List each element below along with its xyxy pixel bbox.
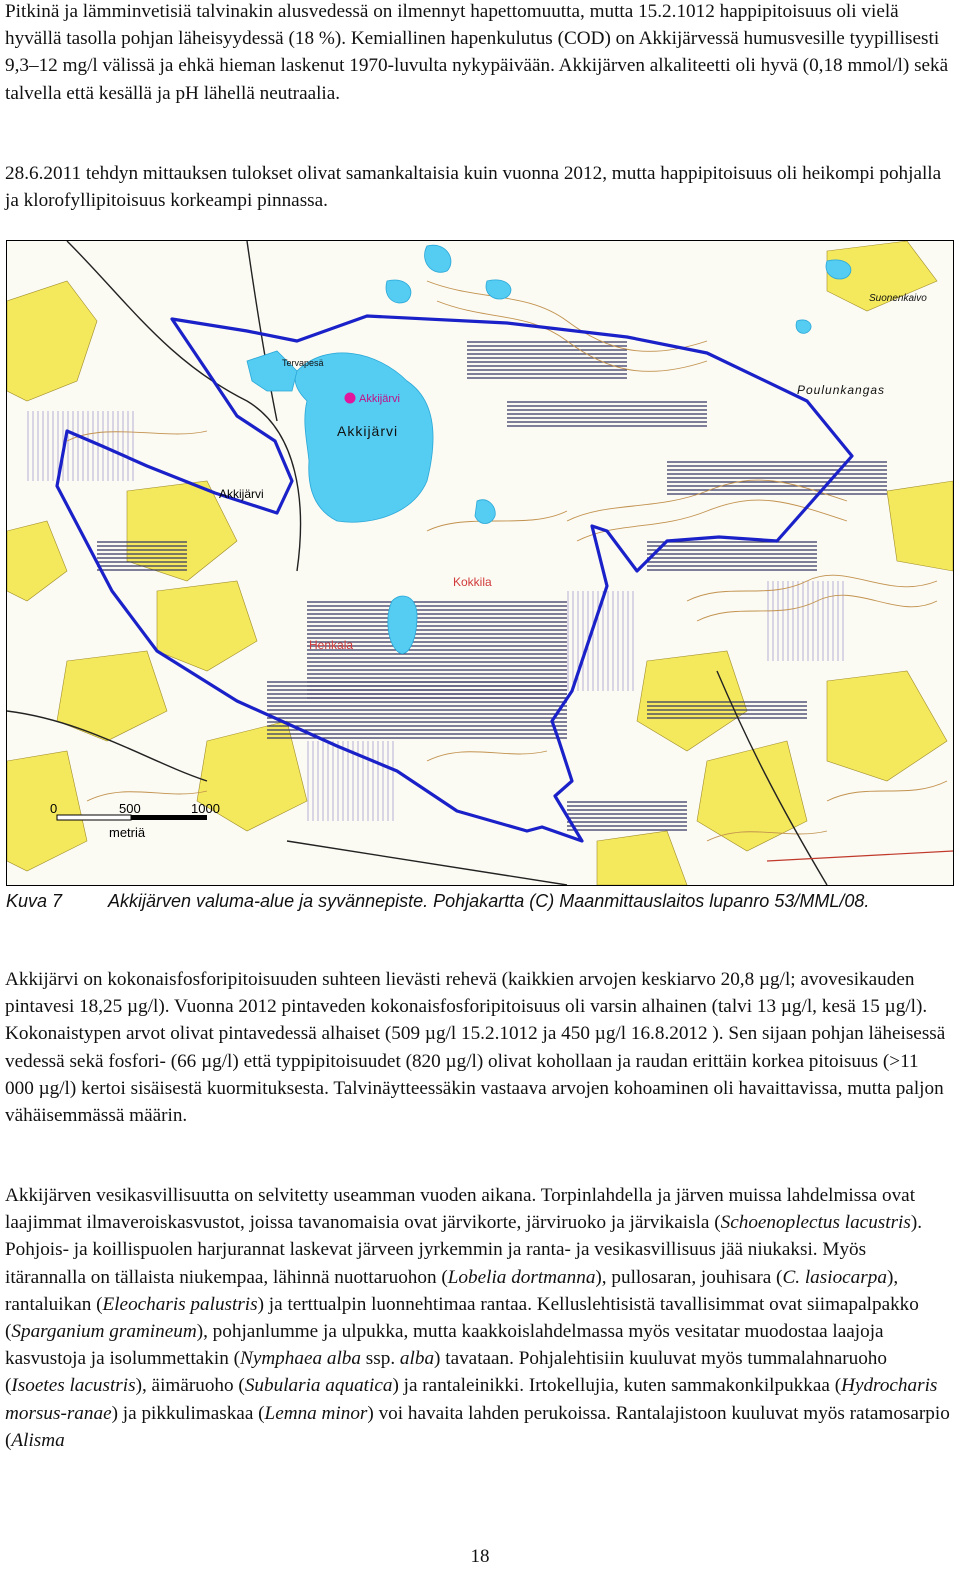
deep-point-marker: [345, 393, 356, 404]
figure-caption-text: Akkijärven valuma-alue ja syvännepiste. Pohjakartta (C) Maanmittauslaitos lupanro 53/MML/08.: [108, 891, 870, 911]
depth-point-label: Akkijärvi: [359, 393, 400, 405]
henkala-label: Henkala: [309, 638, 354, 652]
scale-tick-1000: 1000: [191, 801, 220, 816]
poulunkangas-label: Poulunkangas: [797, 383, 886, 397]
kokkila-label: Kokkila: [453, 575, 492, 589]
tervapesa-label: Tervapesä: [282, 358, 324, 368]
scale-tick-500: 500: [119, 801, 141, 816]
suonenkaivo-label: Suonenkaivo: [869, 293, 927, 304]
paragraph-oxygen: Pitkinä ja lämminvetisiä talvinakin alusvedessä on ilmennyt hapettomuutta, mutta 15.2.1012 happipitoisuus oli vielä hyvällä tasolla pohjan läheisyydessä (18 %). Kemiallinen hapenkulutus (COD) on Akkijärvessä humusvesille tyypillisesti 9,3–12 mg/l välissä ja ehkä hieman laskenut 1970-luvulta nykypäivään. Akkijärven alkaliteetti oli hyvä (0,18 mmol/l) sekä talvella että kesällä ja pH lähellä neutraalia.: [5, 1, 949, 104]
scale-unit: metriä: [109, 825, 146, 840]
paragraph-phosphorus: Akkijärvi on kokonaisfosforipitoisuuden suhteen lievästi rehevä (kaikkien arvojen keskiarvo 20,8 µg/l; avovesikauden pintavesi 18,25 µg/l). Vuonna 2012 pintaveden kokonaisfosforipitoisuus oli varsin alhainen (talvi 13 µg/l, kesä 15 µg/l). Kokonaistypen arvot olivat pintavedessä alhaiset (509 µg/l 15.2.1012 ja 450 µg/l 16.8.2012 ). Sen sijaan pohjan läheisessä vedessä sekä fosfori- (66 µg/l) että typpipitoisuudet (820 µg/l) olivat kohollaan ja raudan erittäin korkea pitoisuus (>11 000 µg/l) kertoi sisäisestä kuormituksesta. Talvinäytteessäkin vastaava arvojen kohoaminen oli havaittavissa, mutta paljon vähäisemmässä määrin.: [5, 969, 946, 1127]
figure-caption-label: Kuva 7: [6, 891, 63, 911]
paragraph-2011-measurement: 28.6.2011 tehdyn mittauksen tulokset olivat samankaltaisia kuin vuonna 2012, mutta happipitoisuus oli heikompi pohjalla ja klorofyllipitoisuus korkeampi pinnassa.: [5, 163, 942, 212]
lake-name-label: Akkijärvi: [337, 423, 399, 439]
scale-tick-0: 0: [50, 801, 58, 816]
village-akkijarvi-label: Akkijärvi: [219, 487, 264, 501]
catchment-map: [6, 240, 954, 886]
paragraph-vegetation: Akkijärven vesikasvillisuutta on selvitetty useamman vuoden aikana. Torpinlahdella ja järven muissa lahdelmissa ovat laajimmat ilmaveroiskasvustot, joissa tavanomaisia ovat järvikorte, järviruoko ja järvikaisla (Schoenoplectus lacustris). Pohjois- ja koillispuolen harjurannat laskevat järveen jyrkemmin ja ranta- ja vesikasvillisuus jää niukaksi. Myös itärannalla on tällaista niukempaa, lähinnä nuottaruohon (Lobelia dortmanna), pullosaran, jouhisara (C. lasiocarpa), rantaluikan (Eleocharis palustris) ja terttualpin luonnehtimaa rantaa. Kelluslehtisistä tavallisimmat ovat siimapalpakko (Sparganium gramineum), pohjanlumme ja ulpukka, mutta kaakkoislahdelmassa myös vesitatar muodostaa laajoja kasvustoja ja isolummettakin (Nymphaea alba ssp. alba) tavataan. Pohjalehtisiin kuuluvat myös tummalahnaruoho (Isoetes lacustris), äimäruoho (Subularia aquatica) ja rantaleinikki. Irtokellujia, kuten sammakonkilpukkaa (Hydrocharis morsus-ranae) ja pikkulimaskaa (Lemna minor) voi havaita lahden perukoissa. Rantalajistoon kuuluvat myös ratamosarpio (Alisma: [5, 1185, 950, 1451]
page-number: 18: [470, 1546, 490, 1567]
